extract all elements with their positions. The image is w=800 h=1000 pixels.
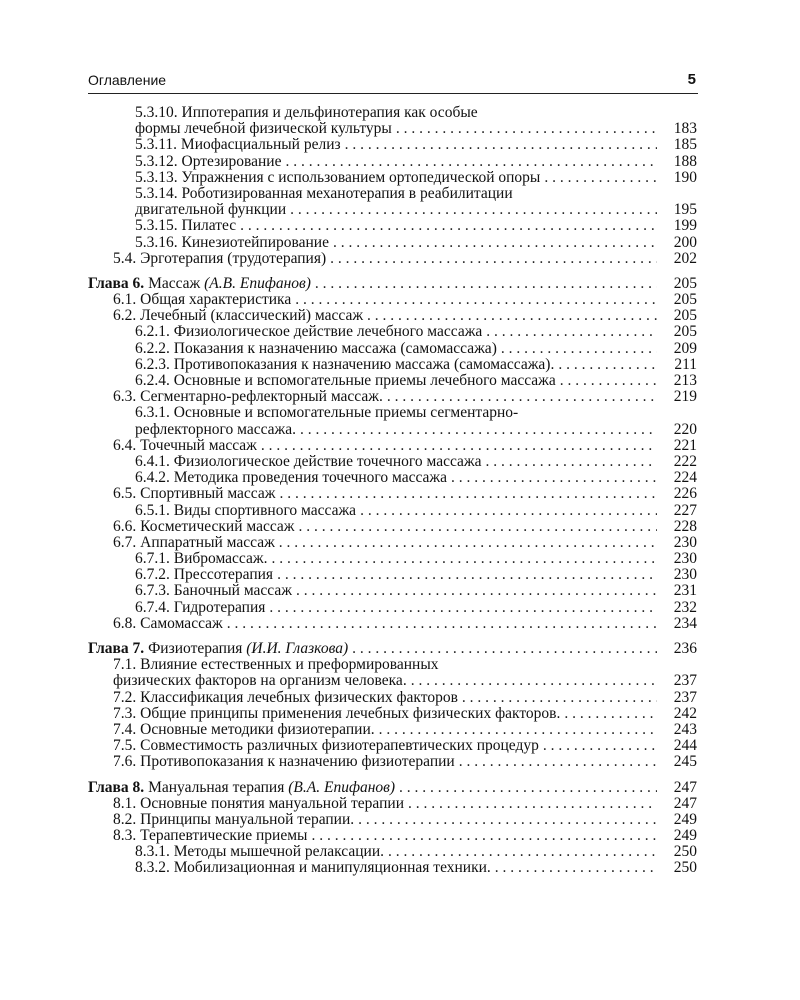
toc-entry-text: 7.3. Общие принципы применения лечебных физических факторов. [113,704,561,722]
toc-entry[interactable] [88,844,697,860]
toc-entry-text: 6.2.1. Физиологическое действие лечебного массажа [135,323,483,341]
toc-entry[interactable] [88,405,697,421]
dot-leader [240,218,657,234]
page-ref: 222 [673,452,697,470]
toc-entry[interactable] [88,137,697,153]
page-ref: 195 [673,201,697,219]
toc-entry-text: 5.4. Эрготерапия (трудотерапия) [113,249,327,267]
table-of-contents [88,105,697,877]
toc-entry-text: 5.3.16. Кинезиотейпирование [135,233,329,251]
page-ref: 213 [673,372,697,389]
dot-leader [486,454,658,470]
toc-entry-text: 7.6. Противопоказания к назначению физиотерапии [113,753,455,771]
page-ref: 237 [673,672,697,690]
page-ref: 190 [673,168,697,186]
page-ref: 202 [673,249,697,267]
page-ref: 219 [673,388,697,406]
toc-entry-text: 6.2. Лечебный (классический) массаж [113,307,364,325]
toc-entry[interactable] [88,373,697,389]
toc-chapter-entry[interactable] [88,780,697,796]
toc-entry[interactable] [88,486,697,502]
page-ref: 249 [673,827,697,845]
toc-entry-text: 6.7.3. Баночный массаж [135,582,292,600]
page-ref: 236 [673,640,697,657]
toc-entry[interactable] [88,202,697,218]
dot-leader [330,251,657,267]
toc-entry[interactable] [88,519,697,535]
toc-entry-text: 6.7.4. Гидротерапия [135,598,266,616]
toc-entry[interactable] [88,292,697,308]
toc-entry[interactable] [88,324,697,340]
toc-entry-text: 6.4. Точечный массаж [113,436,257,454]
chapter-title: Массаж [148,274,201,292]
toc-entry[interactable] [88,657,697,673]
dot-leader [271,551,657,567]
toc-entry[interactable] [88,828,697,844]
dot-leader [269,600,657,616]
dot-leader [367,308,657,324]
toc-entry[interactable] [88,357,697,373]
dot-leader [486,324,657,340]
page-ref: 188 [673,152,697,170]
toc-entry[interactable] [88,454,697,470]
toc-entry-text: 6.7. Аппаратный массаж [113,533,275,551]
toc-chapter-entry[interactable] [88,276,697,292]
toc-entry[interactable] [88,438,697,454]
dot-leader [543,738,657,754]
page-ref: 243 [673,720,697,738]
toc-entry[interactable] [88,551,697,567]
chapter-number: Глава 6. [88,274,145,292]
page-ref: 220 [673,420,697,438]
dot-leader [315,276,657,292]
toc-entry-text: 8.3.2. Мобилизационная и манипуляционная техники. [135,859,491,877]
toc-entry[interactable] [88,706,697,722]
dot-leader [261,438,657,454]
dot-leader [459,754,657,770]
page-ref: 205 [673,307,697,325]
toc-entry-text: 6.2.2. Показания к назначению массажа (самомассажа) [135,339,497,357]
page-ref: 209 [673,339,697,357]
page-ref: 232 [673,598,697,616]
toc-entry-text: 8.3.1. Методы мышечной релаксации. [135,843,385,861]
dot-leader [379,722,657,738]
page-ref: 228 [673,517,697,535]
page-ref: 249 [673,810,697,828]
dot-leader [387,389,657,405]
chapter-title: Мануальная терапия [148,778,285,796]
dot-leader [399,780,657,796]
running-header [88,71,698,94]
toc-chapter-entry[interactable] [88,641,697,657]
chapter-number: Глава 8. [88,778,145,796]
toc-entry[interactable] [88,422,697,438]
page-ref: 242 [673,704,697,722]
dot-leader [388,844,657,860]
page-ref: 224 [673,469,697,487]
toc-entry-text: 7.5. Совместимость различных физиотерапевтических процедур [113,737,539,755]
toc-entry[interactable] [88,567,697,583]
page-ref: 245 [673,753,697,771]
toc-entry[interactable] [88,722,697,738]
dot-leader [408,796,657,812]
dot-leader [564,706,657,722]
toc-entry[interactable] [88,470,697,486]
dot-leader [462,690,657,706]
page-ref: 221 [673,436,697,454]
dot-leader [544,170,657,186]
toc-entry-text: 6.5. Спортивный массаж [113,485,276,503]
dot-leader [396,121,657,137]
toc-entry[interactable] [88,616,697,632]
page-ref: 200 [673,233,697,251]
dot-leader [501,341,657,357]
toc-entry-text: 6.1. Общая характеристика [113,291,292,309]
chapter-label [88,276,311,292]
dot-leader [495,860,657,876]
dot-leader [295,292,657,308]
toc-entry[interactable] [88,535,697,551]
toc-entry-text: физических факторов на организм человека. [113,672,407,690]
toc-entry[interactable] [88,121,697,137]
page-ref: 185 [673,136,697,154]
dot-leader [290,202,657,218]
toc-entry-text: 6.4.2. Методика проведения точечного массажа [135,469,448,487]
toc-entry[interactable] [88,341,697,357]
toc-entry-text: формы лечебной физической культуры [135,120,392,138]
dot-leader [311,828,657,844]
toc-entry[interactable] [88,796,697,812]
toc-entry[interactable] [88,186,697,202]
toc-entry-text: 6.3.1. Основные и вспомогательные приемы сегментарно- [135,404,519,422]
page-ref: 205 [673,323,697,341]
toc-entry-text: 5.3.15. Пилатес [135,217,237,235]
page-ref: 234 [673,614,697,632]
toc-entry-text: 6.2.3. Противопоказания к назначению массажа (самомассажа). [135,355,555,373]
dot-leader [560,373,657,389]
dot-leader [333,235,657,251]
dot-leader [227,616,657,632]
toc-entry[interactable] [88,690,697,706]
page-ref: 237 [673,688,697,706]
page-ref: 231 [673,582,697,600]
toc-entry[interactable] [88,389,697,405]
toc-entry[interactable] [88,600,697,616]
toc-entry[interactable] [88,235,697,251]
dot-leader [358,812,657,828]
toc-entry-text: 7.4. Основные методики физиотерапии. [113,720,375,738]
page-ref: 205 [673,291,697,309]
dot-leader [285,154,657,170]
page-ref: 247 [673,794,697,812]
toc-entry[interactable] [88,860,697,876]
page-ref: 244 [673,737,697,755]
chapter-authors: (И.И. Глазкова) [246,640,349,657]
toc-entry[interactable] [88,170,697,186]
toc-entry-text: 6.2.4. Основные и вспомогательные приемы лечебного массажа [135,372,556,389]
dot-leader [558,357,657,373]
toc-entry-text: 6.8. Самомассаж [113,614,223,632]
page-ref: 250 [673,859,697,877]
toc-entry[interactable] [88,754,697,770]
dot-leader [296,583,657,599]
toc-entry-text: 5.3.12. Ортезирование [135,152,282,170]
toc-entry-text: 5.3.14. Роботизированная механотерапия в реабилитации [135,184,513,202]
page-ref: 211 [674,355,697,373]
chapter-authors: (А.В. Епифанов) [204,274,311,292]
page-number: 5 [687,71,696,88]
page-ref: 227 [673,501,697,519]
toc-entry-text: 5.3.11. Миофасциальный релиз [135,136,341,154]
page-ref: 205 [673,274,697,292]
toc-entry-text: 7.1. Влияние естественных и преформированных [113,656,439,674]
toc-entry-text: 6.5.1. Виды спортивного массажа [135,501,357,519]
toc-entry-text: 6.3. Сегментарно-рефлекторный массаж. [113,388,383,406]
page-ref: 226 [673,485,697,503]
toc-entry[interactable] [88,218,697,234]
toc-entry[interactable] [88,105,697,121]
chapter-title: Физиотерапия [148,640,243,657]
chapter-number: Глава 7. [88,640,145,657]
page-ref: 230 [673,566,697,584]
toc-entry-text: двигательной функции [135,201,287,219]
page-ref: 247 [673,778,697,796]
toc-entry-text: 6.6. Косметический массаж [113,517,295,535]
page-ref: 199 [673,217,697,235]
toc-entry-text: 5.3.10. Иппотерапия и дельфинотерапия как особые [135,104,478,121]
toc-entry[interactable] [88,583,697,599]
toc-entry-text: 8.3. Терапевтические приемы [113,827,308,845]
running-header-title: Оглавление [88,72,167,88]
dot-leader [451,470,657,486]
page-ref: 183 [673,120,697,138]
chapter-label [88,641,348,657]
toc-entry[interactable] [88,673,697,689]
dot-leader [279,486,657,502]
dot-leader [300,422,657,438]
toc-entry-text: 6.7.2. Прессотерапия [135,566,274,584]
toc-entry[interactable] [88,251,697,267]
toc-entry-text: 8.2. Принципы мануальной терапии. [113,810,355,828]
chapter-authors: (В.А. Епифанов) [288,778,396,796]
toc-entry-text: рефлекторного массажа. [135,420,297,438]
toc-entry-text: 6.4.1. Физиологическое действие точечного массажа [135,452,482,470]
toc-entry[interactable] [88,738,697,754]
dot-leader [277,567,657,583]
dot-leader [299,519,657,535]
toc-entry[interactable] [88,503,697,519]
toc-entry[interactable] [88,812,697,828]
dot-leader [411,673,657,689]
dot-leader [352,641,657,657]
toc-entry-text: 8.1. Основные понятия мануальной терапии [113,794,404,812]
toc-entry[interactable] [88,308,697,324]
page-ref: 230 [673,550,697,568]
toc-entry[interactable] [88,154,697,170]
chapter-label [88,780,395,796]
toc-entry-text: 7.2. Классификация лечебных физических факторов [113,688,458,706]
dot-leader [345,137,657,153]
page-ref: 230 [673,533,697,551]
dot-leader [279,535,657,551]
toc-entry-text: 5.3.13. Упражнения с использованием ортопедической опоры [135,168,541,186]
dot-leader [360,503,657,519]
toc-entry-text: 6.7.1. Вибромассаж. [135,550,268,568]
page-ref: 250 [673,843,697,861]
